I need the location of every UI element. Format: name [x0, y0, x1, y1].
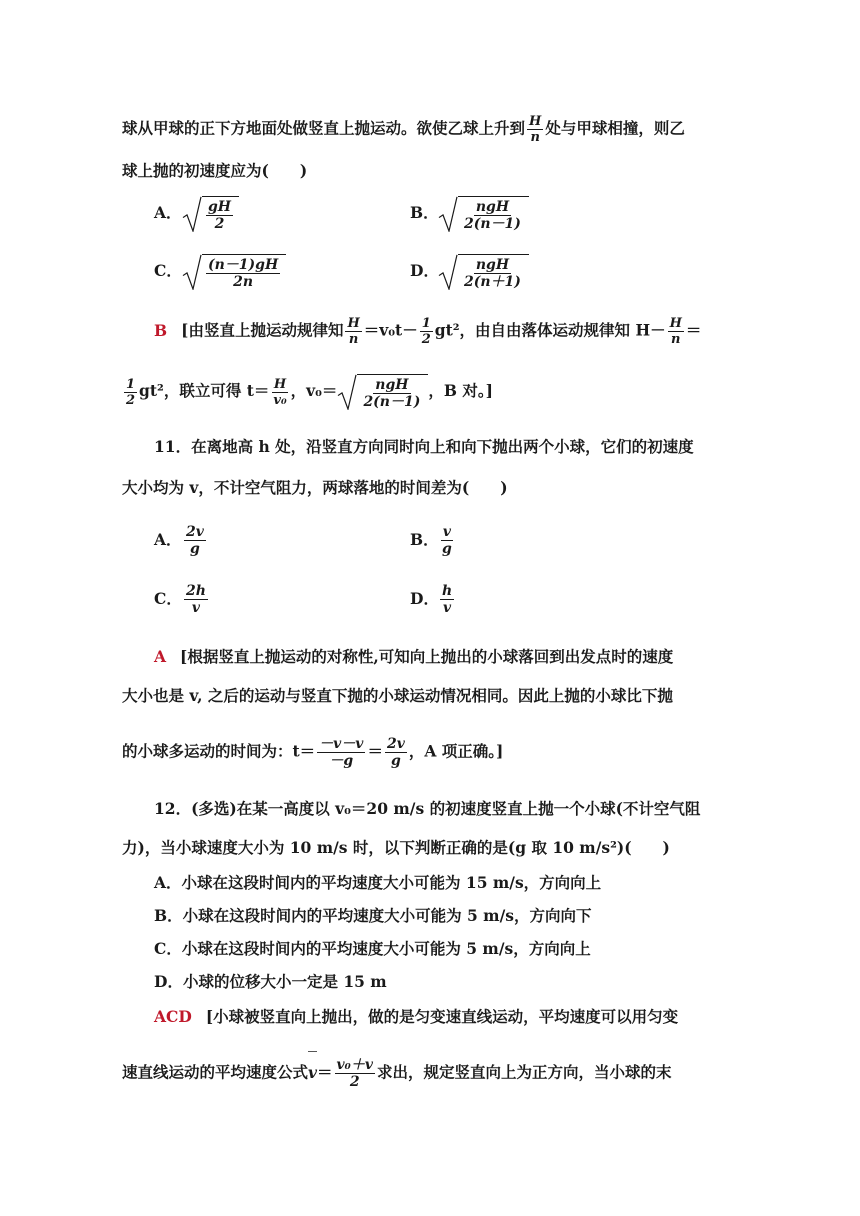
- sqrt-symbol: $\frac{\text{ngH}}{2(n+1)}$: [438, 254, 529, 290]
- average-velocity-symbol: v: [308, 1062, 318, 1082]
- q12-explanation-line1: ACD [小球被竖直向上抛出，做的是匀变速直线运动，平均速度可以用匀变: [154, 1007, 679, 1026]
- sqrt-symbol: $\frac{\text{ngH}}{2(n-1)}$: [438, 196, 529, 232]
- q11-stem-line2: 大小均为 v，不计空气阻力，两球落地的时间差为( ): [122, 478, 508, 497]
- q12-stem-line2: 力)，当小球速度大小为 10 m/s 时，以下判断正确的是(g 取 10 m/s²)( ): [122, 838, 670, 857]
- sqrt-symbol: $\frac{\text{ngH}}{2(n-1)}$: [337, 374, 428, 410]
- q11-explanation-line3: 的小球多运动的时间为：t＝ $\frac{-v-v}{-g}$ ＝ $\frac{2v}{g}$ ，A 项正确。]: [122, 736, 504, 769]
- q11-option-b[interactable]: B． $\frac{v}{g}$: [410, 524, 452, 557]
- q10-stem-line2: 球上抛的初速度应为( ): [122, 161, 308, 180]
- q11-explanation-line2: 大小也是 v, 之后的运动与竖直下抛的小球运动情况相同。因此上抛的小球比下抛: [122, 686, 673, 705]
- q11-option-d[interactable]: D． $\frac{h}{v}$: [410, 583, 453, 616]
- q10-explanation-line2: $\frac{1}{2}$ gt²，联立可得 t＝ $\frac{H}{\text{v₀}}$ ，v₀＝ $\frac{\text{ngH}}{2(n-1)}$ ，B 对。]: [122, 374, 742, 410]
- q11-option-c[interactable]: C． $\frac{2h}{v}$: [154, 583, 206, 616]
- q12-stem-line1: 12．(多选)在某一高度以 v₀＝20 m/s 的初速度竖直上抛一个小球(不计空气阻: [154, 799, 701, 818]
- q10-answer: B: [154, 320, 168, 340]
- q11-option-a[interactable]: A． $\frac{2v}{g}$: [154, 524, 204, 557]
- q12-option-a[interactable]: A．小球在这段时间内的平均速度大小可能为 15 m/s，方向向上: [154, 873, 602, 892]
- q10-option-a[interactable]: A． $\frac{gH}{2}$: [154, 196, 554, 232]
- q10-option-d[interactable]: D． $\frac{\text{ngH}}{2(n+1)}$: [410, 254, 740, 290]
- q11-stem-line1: 11．在离地高 h 处，沿竖直方向同时向上和向下抛出两个小球，它们的初速度: [154, 437, 694, 456]
- q11-answer: A: [154, 647, 167, 666]
- q10-stem-line1: 球从甲球的正下方地面处做竖直上抛运动。欲使乙球上升到 $\frac{H}{n}$ 处与甲球相撞，则乙: [122, 114, 685, 145]
- fraction-h-over-n: $\frac{H}{n}$: [529, 114, 542, 145]
- sqrt-symbol: $\frac{gH}{2}$: [182, 196, 239, 232]
- q10-option-b[interactable]: B． $\frac{\text{ngH}}{2(n-1)}$: [410, 196, 740, 232]
- q10-option-c[interactable]: C． $\frac{(n-1)gH}{2n}$: [154, 254, 554, 290]
- q12-option-d[interactable]: D．小球的位移大小一定是 15 m: [154, 972, 387, 991]
- sqrt-symbol: $\frac{(n-1)gH}{2n}$: [182, 254, 286, 290]
- q12-answer: ACD: [154, 1007, 192, 1026]
- q11-explanation-line1: A [根据竖直上抛运动的对称性,可知向上抛出的小球落回到出发点时的速度: [154, 647, 674, 666]
- q10-explanation-line1: B [由竖直上抛运动规律知 $\frac{H}{n}$ ＝v₀t－ $\frac{1}{2}$ gt²，由自由落体运动规律知 H－ $\frac{H}{n}$ ＝: [154, 316, 702, 347]
- q12-explanation-line2: 速直线运动的平均速度公式v＝ $\frac{\text{v₀＋v}}{2}$ 求出，规定竖直向上为正方向，当小球的末: [122, 1057, 672, 1090]
- q12-option-b[interactable]: B．小球在这段时间内的平均速度大小可能为 5 m/s，方向向下: [154, 906, 592, 925]
- q12-option-c[interactable]: C．小球在这段时间内的平均速度大小可能为 5 m/s，方向向上: [154, 939, 591, 958]
